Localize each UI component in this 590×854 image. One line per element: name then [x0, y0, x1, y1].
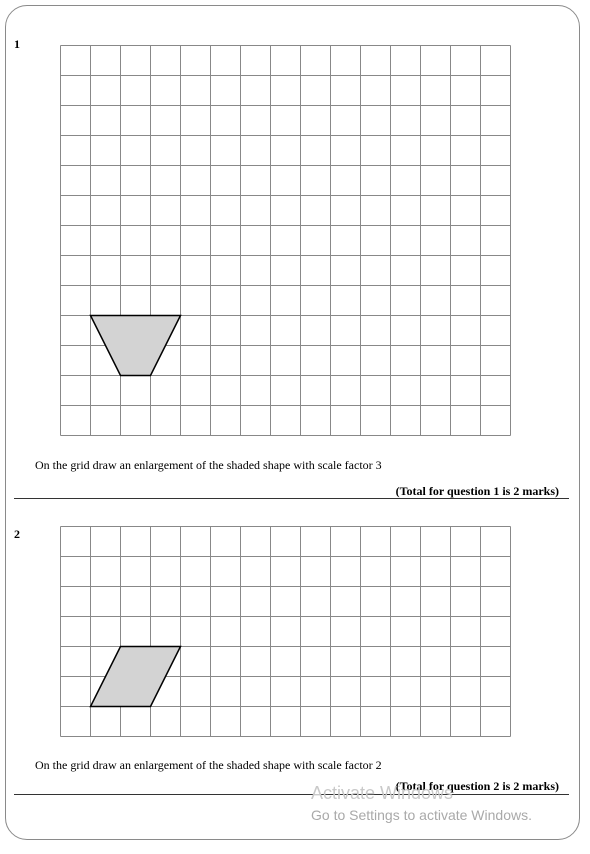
activate-windows-subtext: Go to Settings to activate Windows. [311, 807, 532, 823]
question-1-grid[interactable] [60, 45, 516, 441]
grid-lines [61, 46, 511, 436]
question-1-number: 1 [14, 37, 20, 51]
question-2-instruction: On the grid draw an enlargement of the shaded shape with scale factor 2 [35, 758, 382, 772]
question-2-total-marks: (Total for question 2 is 2 marks) [395, 779, 559, 793]
activate-windows-watermark: Activate Windows [311, 783, 454, 803]
question-1-divider [14, 498, 569, 499]
question-2-grid[interactable] [60, 526, 516, 742]
question-1-total-marks: (Total for question 1 is 2 marks) [395, 484, 559, 498]
question-2-number: 2 [14, 527, 20, 541]
question-1-instruction: On the grid draw an enlargement of the shaded shape with scale factor 3 [35, 458, 382, 472]
question-2-divider [14, 794, 569, 795]
